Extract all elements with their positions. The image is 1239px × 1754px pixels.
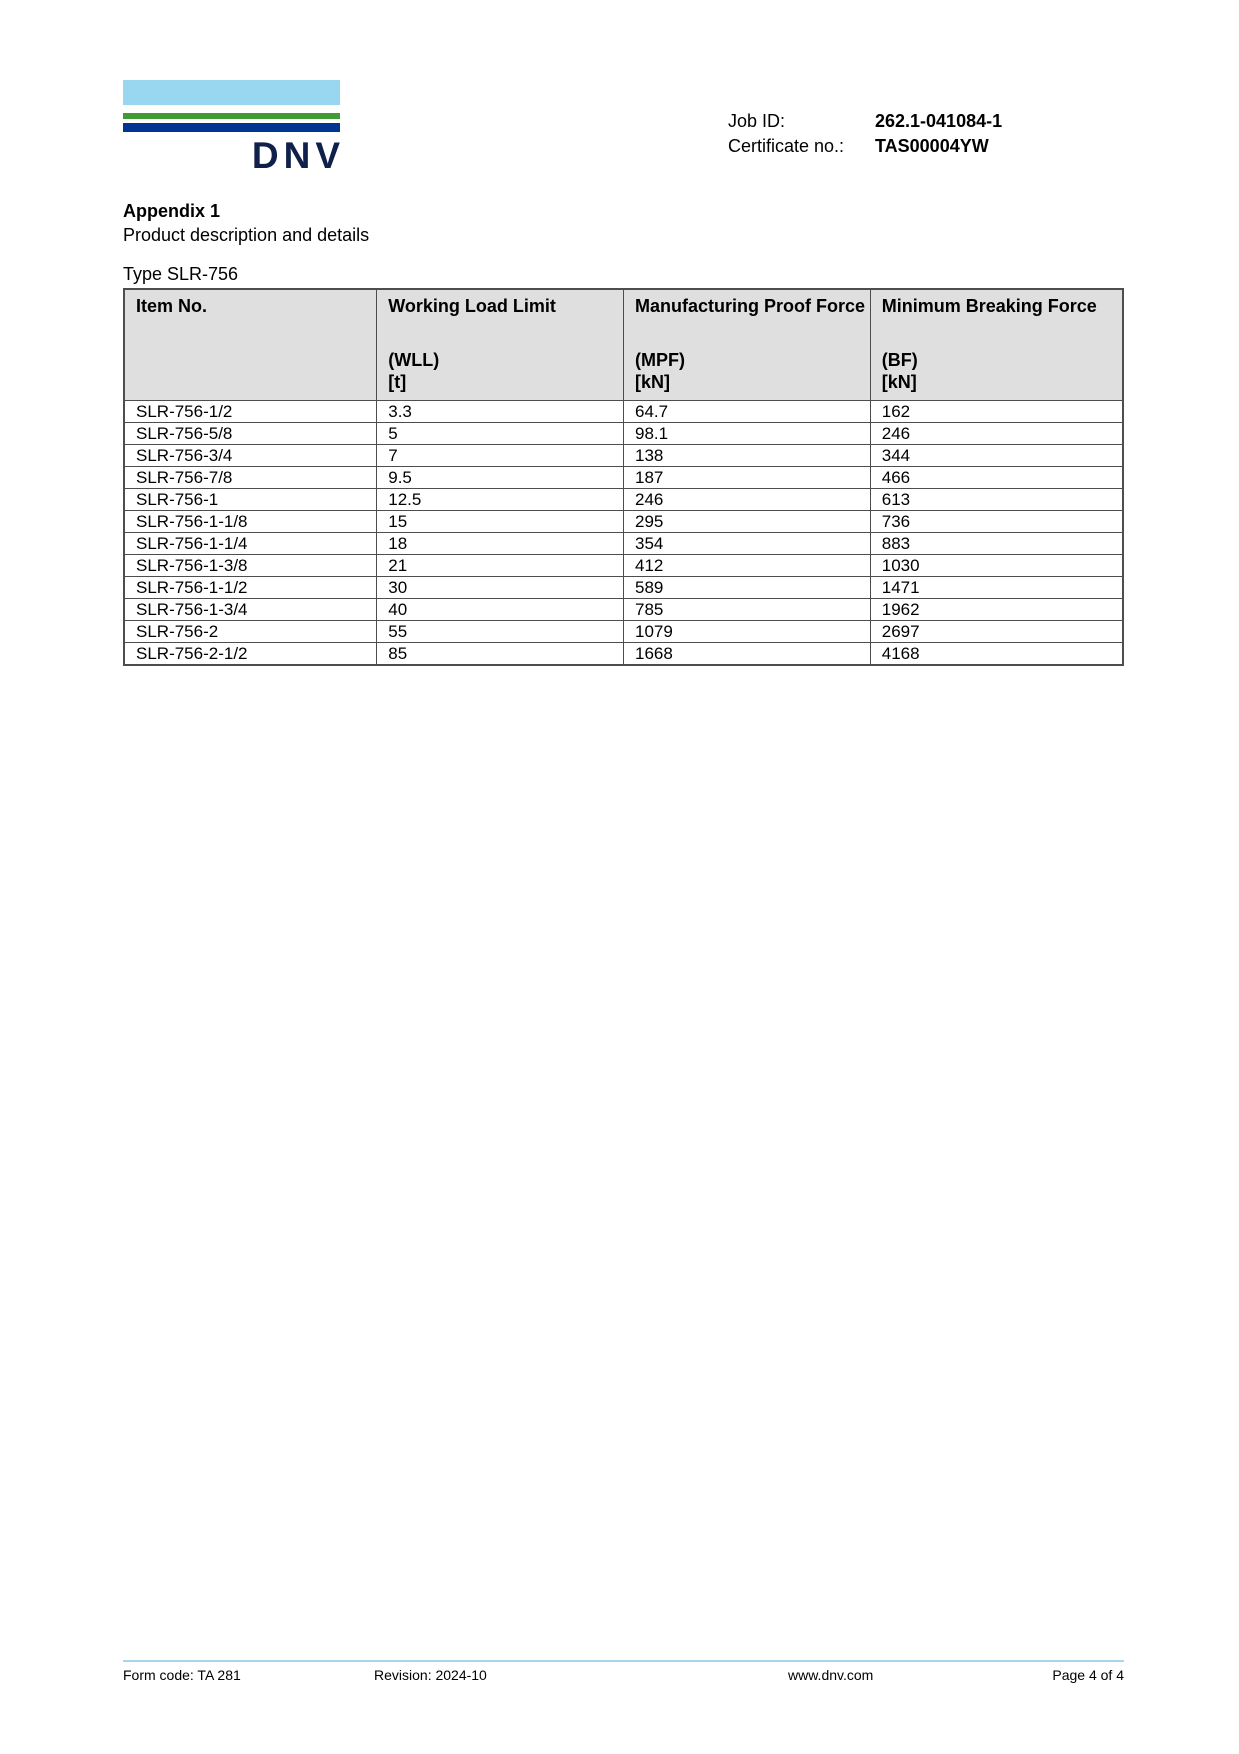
job-id-row	[728, 109, 1002, 134]
value-cell: 344	[870, 444, 1123, 466]
table-row	[124, 422, 1123, 444]
item-no-cell: SLR-756-7/8	[124, 466, 377, 488]
value-cell: 18	[377, 532, 624, 554]
column-header-item-no	[124, 289, 377, 400]
dnv-logo	[123, 80, 345, 180]
column-abbr: (BF)	[881, 349, 918, 370]
column-title: Working Load Limit	[388, 296, 556, 316]
column-abbr: (WLL)	[388, 349, 440, 370]
column-unit	[136, 393, 372, 400]
table-row	[124, 488, 1123, 510]
column-unit	[635, 349, 866, 400]
certificate-row	[728, 134, 1002, 159]
table-row	[124, 444, 1123, 466]
value-cell: 736	[870, 510, 1123, 532]
value-cell: 64.7	[623, 400, 870, 422]
item-no-cell: SLR-756-2-1/2	[124, 642, 377, 665]
value-cell: 246	[870, 422, 1123, 444]
column-abbr: (MPF)	[634, 349, 685, 370]
value-cell: 2697	[870, 620, 1123, 642]
table-row	[124, 400, 1123, 422]
column-unit	[388, 349, 619, 400]
column-header-wll	[377, 289, 624, 400]
table-row	[124, 576, 1123, 598]
value-cell: 12.5	[377, 488, 624, 510]
appendix-title: Appendix 1	[123, 201, 221, 221]
value-cell: 613	[870, 488, 1123, 510]
value-cell: 21	[377, 554, 624, 576]
value-cell: 9.5	[377, 466, 624, 488]
value-cell: 4168	[870, 642, 1123, 665]
logo-sky-blue-bar	[123, 80, 340, 105]
column-title: Item No.	[136, 296, 208, 316]
logo-green-bar	[123, 113, 340, 119]
column-header-mpf	[623, 289, 870, 400]
footer-form-code: Form code: TA 281	[123, 1667, 241, 1683]
value-cell: 15	[377, 510, 624, 532]
value-cell: 1030	[870, 554, 1123, 576]
value-cell: 187	[623, 466, 870, 488]
column-title: Manufacturing Proof Force	[634, 296, 865, 316]
logo-navy-bar	[123, 123, 340, 132]
value-cell: 5	[377, 422, 624, 444]
table-row	[124, 532, 1123, 554]
value-cell: 589	[623, 576, 870, 598]
column-header-bf	[870, 289, 1123, 400]
table-header-row	[124, 289, 1123, 400]
value-cell: 55	[377, 620, 624, 642]
table-row	[124, 554, 1123, 576]
table-row	[124, 642, 1123, 665]
value-cell: 246	[623, 488, 870, 510]
value-cell: 162	[870, 400, 1123, 422]
value-cell: 412	[623, 554, 870, 576]
job-id-label: Job ID:	[728, 111, 786, 131]
column-unit	[882, 349, 1118, 400]
value-cell: 40	[377, 598, 624, 620]
value-cell: 1962	[870, 598, 1123, 620]
footer-website: www.dnv.com	[788, 1667, 874, 1683]
value-cell: 1079	[623, 620, 870, 642]
column-unit-label: [kN]	[634, 371, 670, 392]
value-cell: 1471	[870, 576, 1123, 598]
value-cell: 785	[623, 598, 870, 620]
job-id-value: 262.1-041084-1	[875, 111, 1003, 131]
page-footer	[123, 1660, 1124, 1686]
value-cell: 3.3	[377, 400, 624, 422]
item-no-cell: SLR-756-1-1/4	[124, 532, 377, 554]
value-cell: 883	[870, 532, 1123, 554]
value-cell: 138	[623, 444, 870, 466]
value-cell: 295	[623, 510, 870, 532]
column-unit-label: [t]	[388, 371, 407, 392]
table-row	[124, 620, 1123, 642]
table-row	[124, 598, 1123, 620]
appendix-subtitle: Product description and details	[123, 225, 370, 245]
table-row	[124, 510, 1123, 532]
item-no-cell: SLR-756-5/8	[124, 422, 377, 444]
product-table	[123, 288, 1124, 666]
item-no-cell: SLR-756-2	[124, 620, 377, 642]
footer-revision: Revision: 2024-10	[374, 1667, 487, 1683]
column-unit-label: [kN]	[881, 371, 917, 392]
table-body	[124, 400, 1123, 665]
item-no-cell: SLR-756-1-3/8	[124, 554, 377, 576]
certificate-label: Certificate no.:	[728, 136, 845, 156]
value-cell: 466	[870, 466, 1123, 488]
item-no-cell: SLR-756-1-3/4	[124, 598, 377, 620]
item-no-cell: SLR-756-3/4	[124, 444, 377, 466]
footer-page-number: Page 4 of 4	[1052, 1667, 1124, 1683]
value-cell: 354	[623, 532, 870, 554]
value-cell: 85	[377, 642, 624, 665]
item-no-cell: SLR-756-1-1/2	[124, 576, 377, 598]
column-title: Minimum Breaking Force	[881, 296, 1097, 316]
value-cell: 7	[377, 444, 624, 466]
value-cell: 98.1	[623, 422, 870, 444]
dnv-logo-text: DNV	[251, 135, 345, 176]
certificate-value: TAS00004YW	[875, 136, 989, 156]
job-info-block	[728, 109, 1002, 159]
table-row	[124, 466, 1123, 488]
item-no-cell: SLR-756-1-1/8	[124, 510, 377, 532]
value-cell: 1668	[623, 642, 870, 665]
item-no-cell: SLR-756-1/2	[124, 400, 377, 422]
item-no-cell: SLR-756-1	[124, 488, 377, 510]
value-cell: 30	[377, 576, 624, 598]
product-type-label: Type SLR-756	[123, 264, 239, 284]
